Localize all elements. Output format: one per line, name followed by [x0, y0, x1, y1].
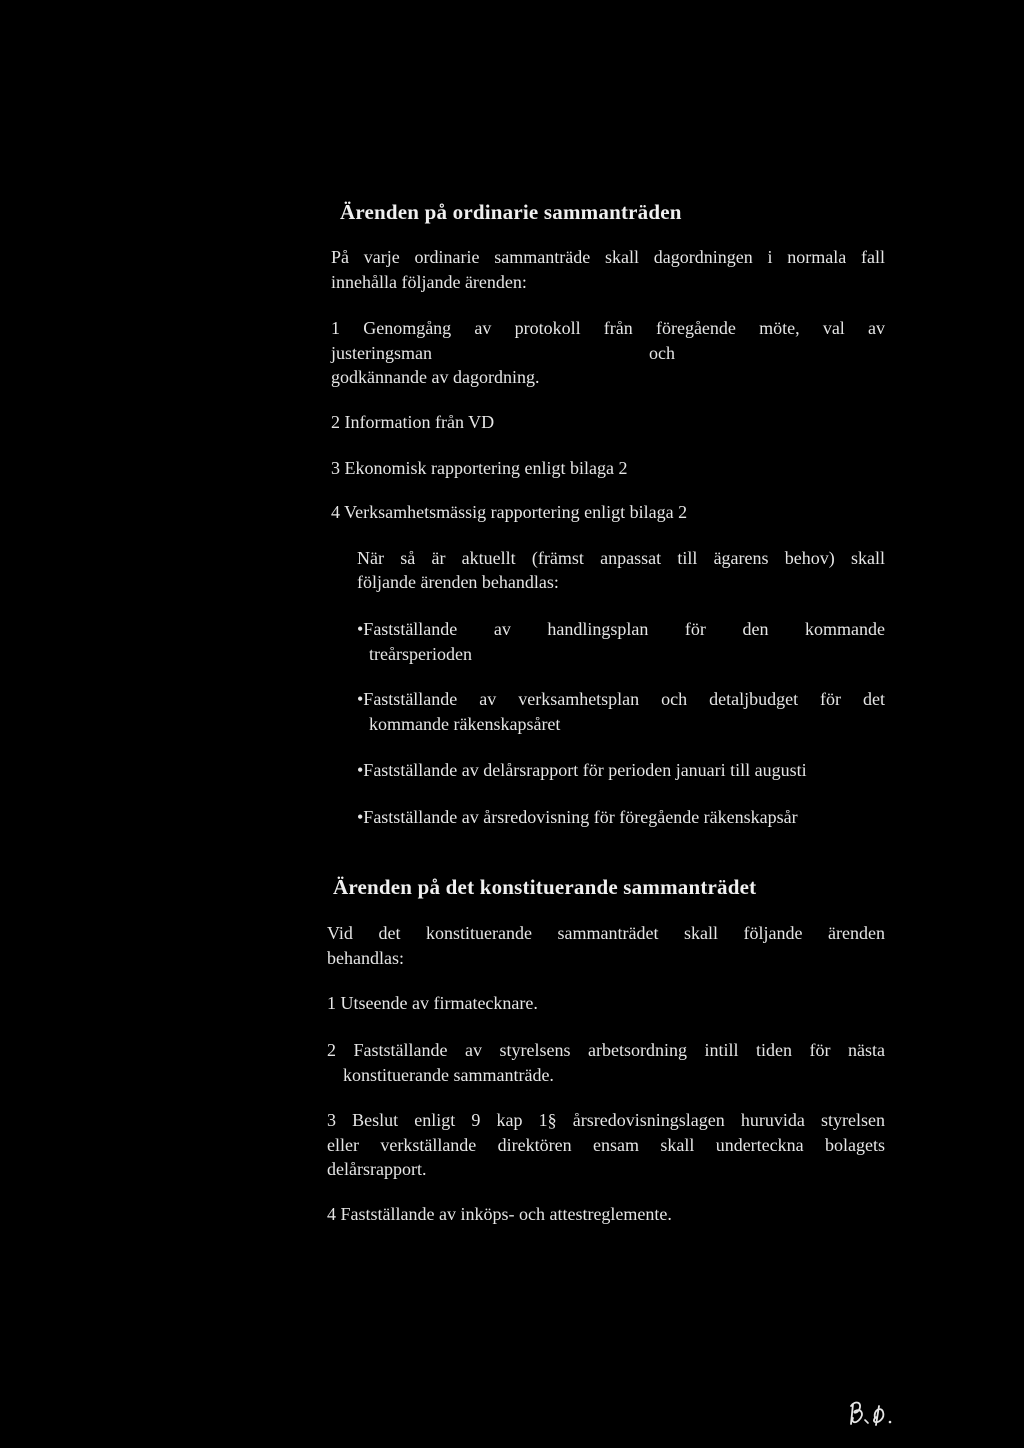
intro-line: behandlas:	[327, 948, 404, 968]
constituent-item-2-line: 2 Fastställande av styrelsens arbetsordning intill tiden för nästa	[327, 1040, 885, 1060]
agenda-item-1-line: godkännande av dagordning.	[331, 367, 540, 387]
section-heading-constituent: Ärenden på det konstituerande sammanträdet	[333, 875, 757, 899]
constituent-item-3-line: eller verkställande direktören ensam skall underteckna bolagets	[327, 1135, 885, 1155]
constituent-item-3-line: delårsrapport.	[327, 1159, 427, 1179]
intro-line: innehålla följande ärenden:	[331, 272, 527, 292]
constituent-item-1: 1 Utseende av firmatecknare.	[327, 993, 538, 1013]
intro-line: På varje ordinarie sammanträde skall dagordningen i normala fall	[331, 247, 885, 267]
section-heading-ordinary: Ärenden på ordinarie sammanträden	[340, 200, 682, 224]
bullet-item-line: •Fastställande av verksamhetsplan och detaljbudget för det	[357, 689, 885, 709]
bullet-item-line: •Fastställande av delårsrapport för perioden januari till augusti	[357, 760, 807, 780]
agenda-item-1-line: och	[649, 343, 675, 363]
agenda-item-1-line: justeringsman	[331, 343, 432, 363]
bullet-item-line: •Fastställande av årsredovisning för föregående räkenskapsår	[357, 807, 798, 827]
signature-initials	[845, 1398, 895, 1432]
agenda-item-3: 3 Ekonomisk rapportering enligt bilaga 2	[331, 458, 628, 478]
bullet-item-line: •Fastställande av handlingsplan för den kommande	[357, 619, 885, 639]
bullet-item-line: kommande räkenskapsåret	[369, 714, 561, 734]
constituent-item-2-line: konstituerande sammanträde.	[343, 1065, 554, 1085]
bullet-item-line: treårsperioden	[369, 644, 472, 664]
note-line: följande ärenden behandlas:	[357, 572, 559, 592]
constituent-item-3-line: 3 Beslut enligt 9 kap 1§ årsredovisningslagen huruvida styrelsen	[327, 1110, 885, 1130]
agenda-item-4: 4 Verksamhetsmässig rapportering enligt bilaga 2	[331, 502, 688, 522]
constituent-item-4: 4 Fastställande av inköps- och attestreglemente.	[327, 1204, 672, 1224]
agenda-item-2: 2 Information från VD	[331, 412, 495, 432]
intro-line: Vid det konstituerande sammanträdet skall följande ärenden	[327, 923, 885, 943]
note-line: När så är aktuellt (främst anpassat till ägarens behov) skall	[357, 548, 885, 568]
agenda-item-1-line: 1 Genomgång av protokoll från föregående möte, val av	[331, 318, 885, 338]
